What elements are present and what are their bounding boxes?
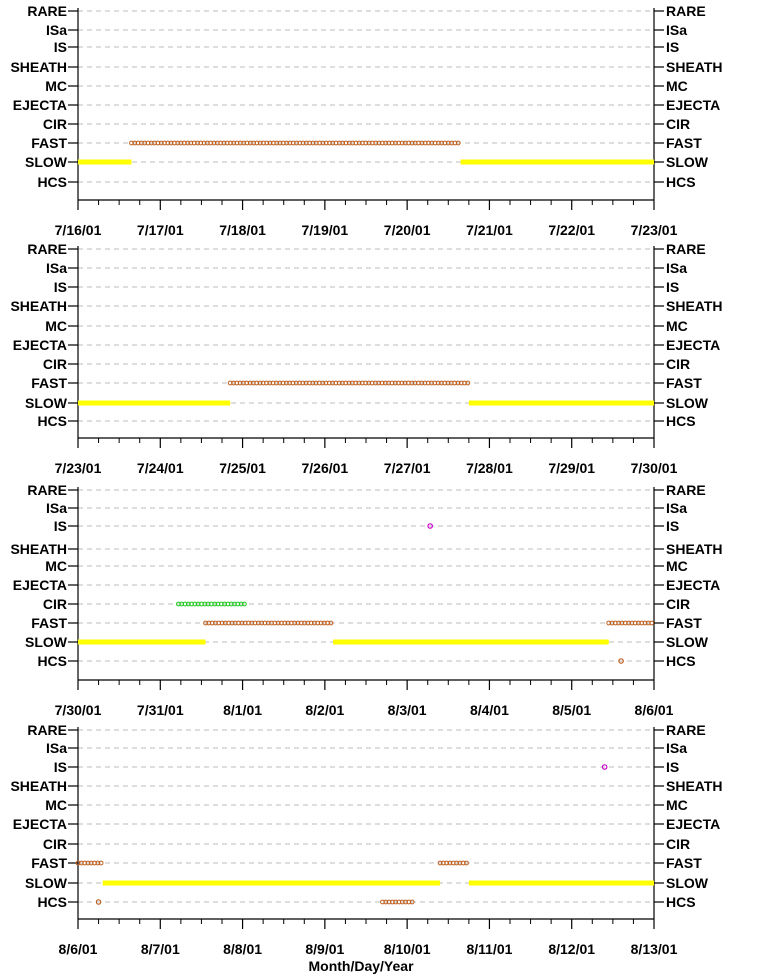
y-label-left-fast: FAST: [31, 375, 67, 391]
y-label-right-is: IS: [666, 759, 680, 775]
x-tick-label: 8/6/01: [58, 941, 98, 957]
y-label-right-ejecta: EJECTA: [666, 337, 721, 353]
y-label-right-hcs: HCS: [666, 894, 696, 910]
y-label-left-slow: SLOW: [25, 154, 67, 170]
y-label-right-isa: ISa: [666, 740, 688, 756]
y-label-left-hcs: HCS: [37, 653, 67, 669]
y-label-left-is: IS: [53, 759, 67, 775]
segment-bar-slow: [78, 401, 230, 406]
y-label-left-isa: ISa: [45, 260, 67, 276]
y-label-right-slow: SLOW: [666, 395, 708, 411]
series-segment-slow: [469, 881, 654, 886]
y-label-left-isa: ISa: [45, 500, 67, 516]
y-label-left-sheath: SHEATH: [10, 541, 67, 557]
y-label-right-cir: CIR: [666, 836, 691, 852]
x-tick-label: 7/31/01: [136, 702, 184, 718]
y-label-right-hcs: HCS: [666, 174, 696, 190]
y-label-left-fast: FAST: [31, 855, 67, 871]
y-label-right-slow: SLOW: [666, 634, 708, 650]
y-label-right-rare: RARE: [666, 482, 706, 498]
x-tick-label: 8/2/01: [305, 702, 345, 718]
x-tick-label: 7/30/01: [630, 460, 678, 476]
series-segment-slow: [78, 160, 131, 165]
y-label-right-sheath: SHEATH: [666, 778, 723, 794]
x-tick-label: 8/11/01: [466, 941, 513, 957]
x-tick-label: 7/26/01: [301, 460, 349, 476]
y-label-left-isa: ISa: [45, 740, 67, 756]
x-tick-label: 7/25/01: [219, 460, 266, 476]
y-label-left-mc: MC: [45, 318, 67, 334]
y-label-left-isa: ISa: [45, 22, 67, 38]
x-tick-label: 8/7/01: [140, 941, 180, 957]
x-tick-label: 8/9/01: [305, 941, 345, 957]
y-label-left-ejecta: EJECTA: [12, 816, 67, 832]
y-label-left-rare: RARE: [27, 241, 67, 257]
y-label-left-cir: CIR: [42, 356, 67, 372]
y-label-left-sheath: SHEATH: [10, 298, 67, 314]
segment-bar-slow: [78, 640, 206, 645]
y-label-right-cir: CIR: [666, 596, 691, 612]
y-label-right-hcs: HCS: [666, 413, 696, 429]
y-label-right-rare: RARE: [666, 241, 706, 257]
x-axis-label: Month/Day/Year: [308, 958, 414, 974]
y-label-left-mc: MC: [45, 797, 67, 813]
x-tick-label: 8/8/01: [223, 941, 263, 957]
x-tick-label: 7/30/01: [54, 702, 102, 718]
y-label-right-is: IS: [666, 279, 680, 295]
series-segment-slow: [78, 640, 206, 645]
y-label-left-hcs: HCS: [37, 894, 67, 910]
y-label-right-slow: SLOW: [666, 875, 708, 891]
series-segment-slow: [103, 881, 440, 886]
y-label-right-sheath: SHEATH: [666, 541, 723, 557]
y-label-left-ejecta: EJECTA: [12, 577, 67, 593]
x-tick-label: 7/24/01: [136, 460, 184, 476]
x-tick-label: 7/19/01: [301, 222, 349, 238]
y-label-right-fast: FAST: [666, 615, 702, 631]
y-label-left-ejecta: EJECTA: [12, 97, 67, 113]
x-tick-label: 7/29/01: [548, 460, 596, 476]
y-label-right-isa: ISa: [666, 500, 688, 516]
y-label-right-fast: FAST: [666, 135, 702, 151]
panel-2: [10, 241, 722, 476]
series-segment-slow: [78, 401, 230, 406]
x-tick-label: 7/22/01: [548, 222, 596, 238]
x-tick-label: 7/17/01: [136, 222, 184, 238]
segment-bar-slow: [469, 881, 654, 886]
y-label-right-isa: ISa: [666, 260, 688, 276]
x-tick-label: 8/10/01: [383, 941, 431, 957]
y-label-right-rare: RARE: [666, 3, 706, 19]
y-label-left-hcs: HCS: [37, 174, 67, 190]
y-label-left-is: IS: [53, 39, 67, 55]
y-label-right-fast: FAST: [666, 855, 702, 871]
x-tick-label: 7/20/01: [383, 222, 431, 238]
x-tick-label: 7/28/01: [466, 460, 513, 476]
segment-bar-slow: [333, 640, 609, 645]
series-segment-slow: [469, 401, 654, 406]
y-label-right-isa: ISa: [666, 22, 688, 38]
y-label-left-is: IS: [53, 518, 67, 534]
x-tick-label: 8/1/01: [223, 702, 263, 718]
y-label-right-ejecta: EJECTA: [666, 577, 721, 593]
y-label-left-mc: MC: [45, 558, 67, 574]
segment-bar-slow: [103, 881, 440, 886]
series-segment-fast: [76, 861, 103, 865]
y-label-right-fast: FAST: [666, 375, 702, 391]
y-label-right-is: IS: [666, 39, 680, 55]
y-label-right-slow: SLOW: [666, 154, 708, 170]
x-tick-label: 7/27/01: [383, 460, 431, 476]
segment-bar-slow: [469, 401, 654, 406]
y-label-left-fast: FAST: [31, 135, 67, 151]
x-tick-label: 7/16/01: [54, 222, 102, 238]
y-label-left-fast: FAST: [31, 615, 67, 631]
x-tick-label: 7/23/01: [630, 222, 678, 238]
y-label-right-mc: MC: [666, 318, 688, 334]
y-label-right-mc: MC: [666, 78, 688, 94]
y-label-left-is: IS: [53, 279, 67, 295]
x-tick-label: 7/21/01: [466, 222, 513, 238]
y-label-right-is: IS: [666, 518, 680, 534]
segment-bar-slow: [461, 160, 654, 165]
y-label-left-rare: RARE: [27, 482, 67, 498]
y-label-right-mc: MC: [666, 797, 688, 813]
y-label-right-ejecta: EJECTA: [666, 816, 721, 832]
y-label-right-sheath: SHEATH: [666, 298, 723, 314]
y-label-left-rare: RARE: [27, 3, 67, 19]
y-label-left-cir: CIR: [42, 596, 67, 612]
y-label-right-ejecta: EJECTA: [666, 97, 721, 113]
series-segment-fast: [607, 621, 654, 625]
y-label-right-cir: CIR: [666, 356, 691, 372]
x-tick-label: 8/4/01: [469, 702, 509, 718]
x-tick-label: 8/3/01: [387, 702, 427, 718]
series-segment-cir: [176, 602, 246, 606]
series-segment-slow: [461, 160, 654, 165]
panel-4: [10, 722, 722, 957]
y-label-right-sheath: SHEATH: [666, 59, 723, 75]
panel-3: [10, 482, 722, 718]
y-label-right-rare: RARE: [666, 722, 706, 738]
series-segment-slow: [333, 640, 609, 645]
y-label-left-hcs: HCS: [37, 413, 67, 429]
y-label-left-mc: MC: [45, 78, 67, 94]
y-label-left-sheath: SHEATH: [10, 59, 67, 75]
y-label-left-cir: CIR: [42, 116, 67, 132]
panel-1: [10, 3, 722, 238]
y-label-left-rare: RARE: [27, 722, 67, 738]
x-tick-label: 7/18/01: [219, 222, 266, 238]
x-tick-label: 8/6/01: [634, 702, 674, 718]
x-tick-label: 7/23/01: [54, 460, 102, 476]
x-tick-label: 8/12/01: [548, 941, 596, 957]
y-label-left-ejecta: EJECTA: [12, 337, 67, 353]
y-label-right-mc: MC: [666, 558, 688, 574]
x-tick-label: 8/13/01: [630, 941, 678, 957]
x-tick-label: 8/5/01: [552, 702, 592, 718]
y-label-left-slow: SLOW: [25, 875, 67, 891]
segment-bar-slow: [78, 160, 131, 165]
y-label-left-slow: SLOW: [25, 634, 67, 650]
y-label-right-hcs: HCS: [666, 653, 696, 669]
y-label-left-slow: SLOW: [25, 395, 67, 411]
y-label-left-sheath: SHEATH: [10, 778, 67, 794]
y-label-left-cir: CIR: [42, 836, 67, 852]
y-label-right-cir: CIR: [666, 116, 691, 132]
series-segment-fast: [130, 141, 460, 145]
